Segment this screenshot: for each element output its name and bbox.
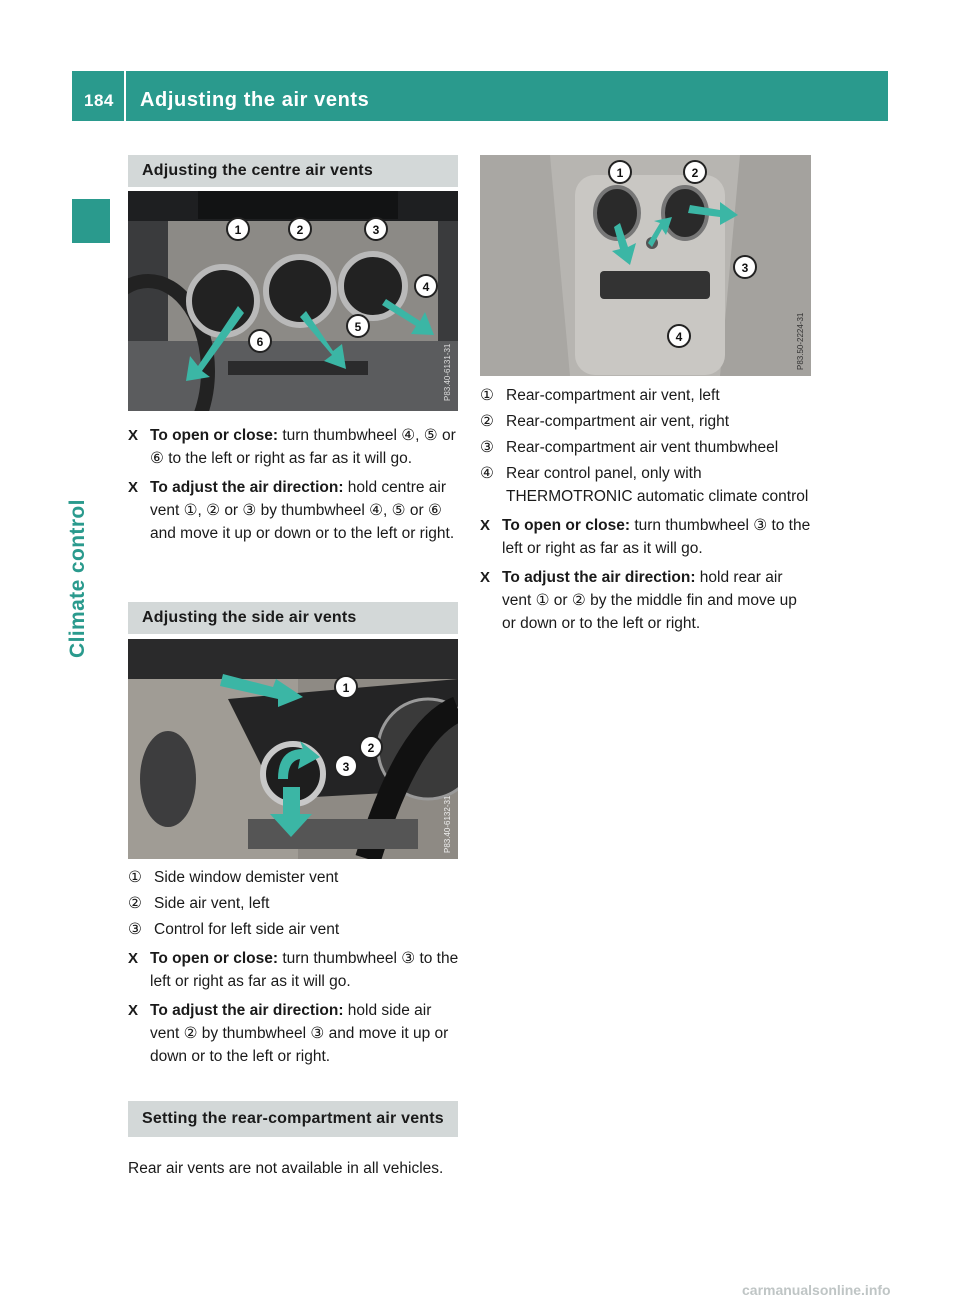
- callout-label: 2: [367, 741, 375, 755]
- rear-vents-photo: [480, 155, 811, 376]
- chapter-marker: [72, 199, 110, 243]
- legend-text: Side window demister vent: [154, 869, 339, 886]
- legend-number: ③: [480, 439, 494, 456]
- rear-vents-heading: Setting the rear-compartment air vents: [128, 1101, 458, 1137]
- callout-label: 6: [256, 335, 264, 349]
- step-text: turn thumbwheel ③ to the left or right as far as it will go.: [150, 950, 459, 990]
- legend-item: [480, 462, 812, 508]
- legend-number: ②: [128, 895, 142, 912]
- legend-number: ①: [480, 387, 494, 404]
- page-number: 184: [84, 91, 114, 110]
- step-text: turn thumbwheel ③ to the left or right as far as it will go.: [502, 517, 811, 557]
- callout-label: 3: [342, 760, 350, 774]
- step-text: hold centre air vent ①, ② or ③ by thumbwheel ④, ⑤ or ⑥ and move it up or down or to the left or right.: [150, 479, 455, 542]
- legend-item: [128, 866, 460, 889]
- chapter-title: Climate control: [66, 499, 89, 658]
- centre-vents-photo: [128, 191, 458, 411]
- rear-vents-intro: Rear air vents are not available in all vehicles.: [128, 1160, 444, 1177]
- step-arrow-icon: X: [128, 1002, 139, 1019]
- image-code: P83.40-6131-31: [443, 343, 452, 401]
- legend-text: Control for left side air vent: [154, 921, 340, 938]
- step-item: [480, 566, 812, 635]
- step-label: To adjust the air direction:: [502, 569, 696, 586]
- step-label: To adjust the air direction:: [150, 1002, 344, 1019]
- step-item: [128, 999, 460, 1068]
- step-label: To open or close:: [150, 950, 279, 967]
- step-arrow-icon: X: [480, 517, 491, 534]
- image-code: P83.50-2224-31: [796, 312, 805, 370]
- step-arrow-icon: X: [128, 479, 139, 496]
- side-vents-photo: [128, 639, 458, 859]
- callout-label: 3: [372, 223, 380, 237]
- step-arrow-icon: X: [480, 569, 491, 586]
- side-vents-heading: Adjusting the side air vents: [128, 602, 458, 634]
- legend-number: ③: [128, 921, 142, 938]
- legend-item: [128, 892, 460, 915]
- callout-label: 1: [616, 166, 624, 180]
- legend-item: [128, 918, 460, 941]
- centre-vents-heading: Adjusting the centre air vents: [128, 155, 458, 187]
- callout-label: 4: [422, 280, 430, 294]
- callout-label: 3: [741, 261, 749, 275]
- step-text: hold side air vent ② by thumbwheel ③ and move it up or down or to the left or right.: [150, 1002, 449, 1065]
- step-item: [480, 514, 812, 560]
- step-item: [128, 424, 460, 470]
- rear-vents-text: [480, 384, 812, 641]
- callout-label: 1: [342, 681, 350, 695]
- callout-label: 4: [675, 330, 683, 344]
- legend-item: [480, 410, 812, 433]
- step-label: To open or close:: [150, 427, 279, 444]
- legend-text: Rear-compartment air vent, right: [506, 413, 730, 430]
- callout-label: 2: [691, 166, 699, 180]
- callout-label: 5: [354, 320, 362, 334]
- page-title: Adjusting the air vents: [140, 89, 370, 111]
- step-item: [128, 947, 460, 993]
- legend-text: Rear-compartment air vent, left: [506, 387, 720, 404]
- side-vents-text: [128, 866, 460, 1074]
- step-label: To adjust the air direction:: [150, 479, 344, 496]
- legend-item: [480, 436, 812, 459]
- callout-label: 2: [296, 223, 304, 237]
- step-arrow-icon: X: [128, 950, 139, 967]
- legend-text: Rear-compartment air vent thumbwheel: [506, 439, 779, 456]
- step-item: [128, 476, 460, 545]
- legend-item: [480, 384, 812, 407]
- callout-label: 1: [234, 223, 242, 237]
- step-text: turn thumbwheel ④, ⑤ or ⑥ to the left or right as far as it will go.: [150, 427, 456, 467]
- footer-watermark: carmanualsonline.info: [742, 1282, 891, 1298]
- step-text: hold rear air vent ① or ② by the middle fin and move up or down or to the left or right.: [502, 569, 797, 632]
- image-code: P83.40-6132-31: [443, 795, 452, 853]
- step-label: To open or close:: [502, 517, 631, 534]
- step-arrow-icon: X: [128, 427, 139, 444]
- legend-text: Rear control panel, only with THERMOTRONIC automatic climate control: [506, 465, 809, 505]
- centre-vents-steps: [128, 424, 460, 551]
- header-divider: [124, 71, 126, 121]
- legend-number: ④: [480, 465, 494, 482]
- legend-text: Side air vent, left: [154, 895, 270, 912]
- legend-number: ①: [128, 869, 142, 886]
- legend-number: ②: [480, 413, 494, 430]
